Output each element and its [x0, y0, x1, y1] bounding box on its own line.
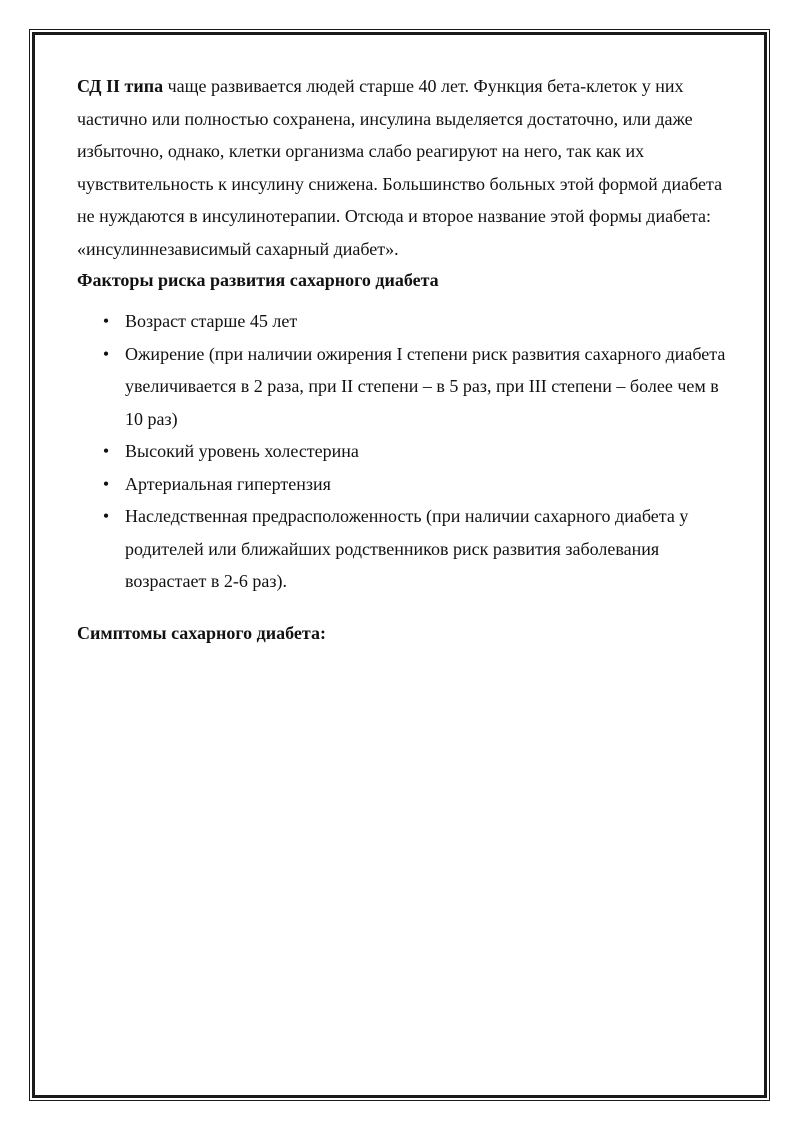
bullet-icon: •	[102, 343, 110, 364]
bullet-icon: •	[102, 311, 110, 331]
risk-factors-heading: Факторы риска развития сахарного диабета	[77, 270, 439, 290]
list-item	[102, 468, 727, 501]
document-content	[77, 70, 727, 648]
list-item	[102, 435, 727, 468]
symptoms-heading: Симптомы сахарного диабета:	[77, 622, 326, 643]
risk-factors-list	[77, 305, 727, 598]
list-item-text: Наследственная предрасположенность (при наличии сахарного диабета у родителей или ближайших родственников риск развития заболевания возрастает в 2-6 раз).	[125, 506, 689, 591]
list-item-text: Возраст старше 45 лет	[125, 311, 298, 331]
bullet-icon: •	[102, 441, 110, 461]
paragraph-text: чаще развивается людей старше 40 лет. Функция бета-клеток у них частично или полностью сохранена, инсулина выделяется достаточно, или даже избыточно, однако, клетки организма слабо реагируют на него, так как их чувствительность к инсулину снижена. Большинство больных этой формой диабета не нуждаются в инсулинотерапии. Отсюда и второе название этой формы диабета: «инсулиннезависимый сахарный диабет».	[77, 76, 723, 259]
list-item	[102, 305, 727, 338]
bullet-icon: •	[102, 506, 110, 526]
list-item-text: Артериальная гипертензия	[125, 473, 331, 494]
list-item	[102, 500, 727, 598]
list-item-text: Высокий уровень холестерина	[125, 441, 359, 461]
bullet-icon: •	[102, 473, 110, 494]
intro-paragraph	[77, 70, 727, 265]
paragraph-lead-bold: СД II типа	[77, 76, 164, 96]
list-item-text: Ожирение (при наличии ожирения I степени риск развития сахарного диабета увеличивается в 2 раза, при II степени – в 5 раз, при III степени – более чем в 10 раз)	[125, 343, 726, 429]
list-item	[102, 338, 727, 436]
